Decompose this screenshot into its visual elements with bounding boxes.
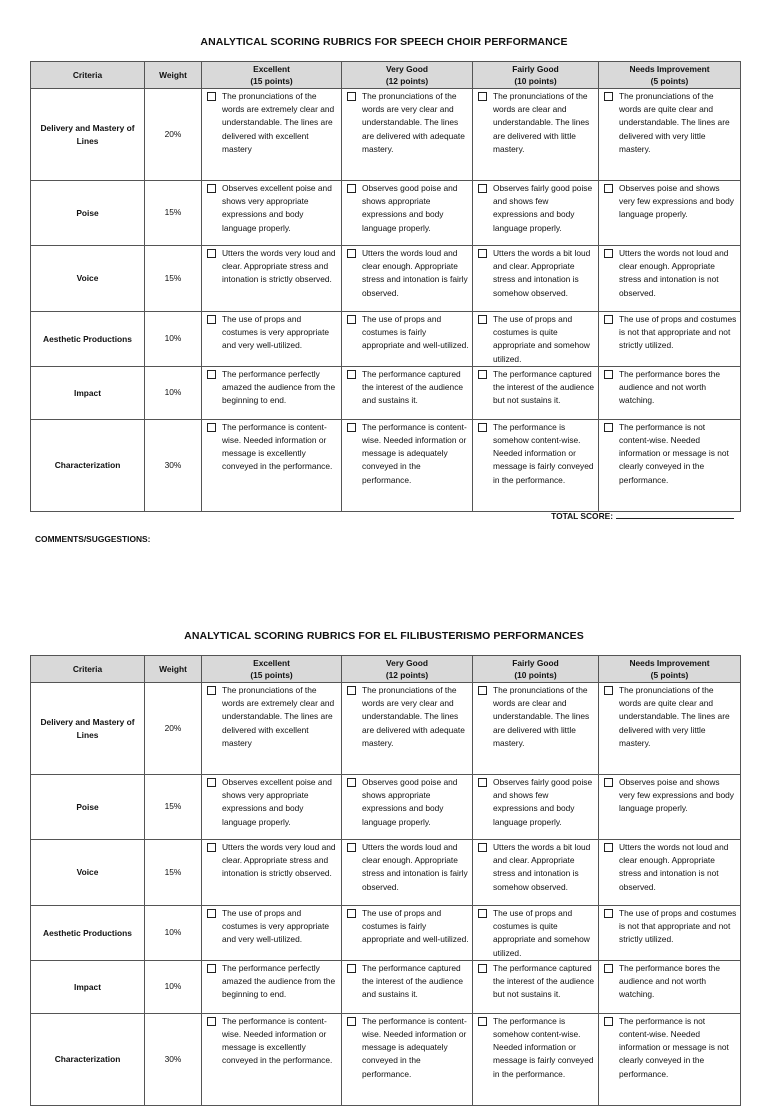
descriptor-cell-fairly-good bbox=[473, 89, 599, 181]
descriptor-cell-needs-improvement bbox=[599, 960, 741, 1013]
checkbox[interactable] bbox=[347, 370, 356, 379]
checkbox[interactable] bbox=[478, 370, 487, 379]
descriptor-cell-fairly-good bbox=[473, 683, 599, 775]
descriptor-text: The performance is not content-wise. Needed information or message is not clearly conveyed in the performance. bbox=[619, 1015, 729, 1079]
header-weight: Weight bbox=[145, 656, 202, 683]
descriptor-cell-needs-improvement bbox=[599, 419, 741, 511]
header-needs-improvement: Needs Improvement (5 points) bbox=[599, 656, 741, 683]
checkbox[interactable] bbox=[207, 964, 216, 973]
criteria-cell: Poise bbox=[31, 181, 145, 246]
checkbox[interactable] bbox=[478, 249, 487, 258]
descriptor-cell-very-good bbox=[342, 775, 473, 840]
weight-cell: 10% bbox=[145, 960, 202, 1013]
descriptor-cell-fairly-good bbox=[473, 366, 599, 419]
descriptor-text: The use of props and costumes is fairly appropriate and well-utilized. bbox=[362, 314, 469, 351]
descriptor-cell-excellent bbox=[202, 419, 342, 511]
descriptor-cell-very-good bbox=[342, 906, 473, 961]
criteria-cell: Voice bbox=[31, 840, 145, 906]
descriptor-text: The use of props and costumes is fairly appropriate and well-utilized. bbox=[362, 908, 469, 945]
checkbox[interactable] bbox=[207, 423, 216, 432]
checkbox[interactable] bbox=[478, 909, 487, 918]
checkbox[interactable] bbox=[207, 843, 216, 852]
rubric-table-speech-choir bbox=[30, 61, 741, 512]
checkbox[interactable] bbox=[604, 92, 613, 101]
header-criteria: Criteria bbox=[31, 656, 145, 683]
rubric-row bbox=[31, 181, 741, 246]
checkbox[interactable] bbox=[604, 370, 613, 379]
descriptor-text: The use of props and costumes is not that appropriate and not strictly utilized. bbox=[619, 908, 737, 945]
rubric-row bbox=[31, 775, 741, 840]
descriptor-text: Observes fairly good poise and shows few expressions and body language properly. bbox=[493, 183, 593, 233]
descriptor-cell-excellent bbox=[202, 906, 342, 961]
checkbox[interactable] bbox=[347, 249, 356, 258]
rubric-title-el-filibusterismo: ANALYTICAL SCORING RUBRICS FOR EL FILIBUSTERISMO PERFORMANCES bbox=[184, 630, 584, 642]
weight-cell: 15% bbox=[145, 181, 202, 246]
descriptor-text: The performance bores the audience and not worth watching. bbox=[619, 368, 721, 406]
descriptor-text: Observes excellent poise and shows very appropriate expressions and body language properly. bbox=[222, 777, 332, 827]
checkbox[interactable] bbox=[347, 778, 356, 787]
descriptor-cell-fairly-good bbox=[473, 246, 599, 312]
descriptor-text: Observes fairly good poise and shows few expressions and body language properly. bbox=[493, 777, 593, 827]
descriptor-text: The performance perfectly amazed the audience from the beginning to end. bbox=[222, 368, 336, 406]
criteria-cell: Aesthetic Productions bbox=[31, 312, 145, 367]
descriptor-cell-very-good bbox=[342, 312, 473, 367]
checkbox[interactable] bbox=[604, 843, 613, 852]
checkbox[interactable] bbox=[478, 184, 487, 193]
descriptor-cell-fairly-good bbox=[473, 312, 599, 367]
descriptor-text: Utters the words a bit loud and clear. Appropriate stress and intonation is somehow observed. bbox=[493, 842, 591, 892]
descriptor-cell-fairly-good bbox=[473, 419, 599, 511]
header-fairly-good: Fairly Good (10 points) bbox=[473, 62, 599, 89]
checkbox[interactable] bbox=[207, 909, 216, 918]
checkbox[interactable] bbox=[347, 184, 356, 193]
weight-cell: 30% bbox=[145, 419, 202, 511]
descriptor-text: Utters the words not loud and clear enough. Appropriate stress and intonation is not observed. bbox=[619, 842, 729, 892]
criteria-cell: Impact bbox=[31, 366, 145, 419]
descriptor-text: The performance captured the interest of the audience but not sustains it. bbox=[493, 962, 595, 1000]
checkbox[interactable] bbox=[207, 184, 216, 193]
descriptor-text: The performance is somehow content-wise. Needed information or message is fairly conveyed in the performance. bbox=[493, 421, 594, 485]
rubric-title-speech-choir: ANALYTICAL SCORING RUBRICS FOR SPEECH CHOIR PERFORMANCE bbox=[200, 36, 568, 48]
checkbox[interactable] bbox=[347, 909, 356, 918]
criteria-cell: Delivery and Mastery of Lines bbox=[31, 683, 145, 775]
descriptor-text: The use of props and costumes is very appropriate and very well-utilized. bbox=[222, 314, 330, 351]
checkbox[interactable] bbox=[207, 315, 216, 324]
descriptor-cell-excellent bbox=[202, 312, 342, 367]
weight-cell: 10% bbox=[145, 366, 202, 419]
descriptor-cell-needs-improvement bbox=[599, 312, 741, 367]
criteria-cell: Characterization bbox=[31, 419, 145, 511]
checkbox[interactable] bbox=[207, 249, 216, 258]
descriptor-text: Utters the words very loud and clear. Appropriate stress and intonation is strictly observed. bbox=[222, 842, 336, 879]
checkbox[interactable] bbox=[347, 686, 356, 695]
checkbox[interactable] bbox=[478, 1017, 487, 1026]
descriptor-cell-excellent bbox=[202, 181, 342, 246]
descriptor-cell-fairly-good bbox=[473, 906, 599, 961]
criteria-cell: Characterization bbox=[31, 1013, 145, 1105]
descriptor-cell-fairly-good bbox=[473, 775, 599, 840]
rubric-table-el-filibusterismo bbox=[30, 655, 741, 1106]
descriptor-text: Utters the words loud and clear enough. Appropriate stress and intonation is fairly observed. bbox=[362, 842, 468, 892]
descriptor-cell-excellent bbox=[202, 89, 342, 181]
descriptor-text: Observes good poise and shows appropriate expressions and body language properly. bbox=[362, 777, 458, 827]
checkbox[interactable] bbox=[478, 92, 487, 101]
checkbox[interactable] bbox=[604, 423, 613, 432]
rubric-row bbox=[31, 683, 741, 775]
descriptor-cell-fairly-good bbox=[473, 1013, 599, 1105]
descriptor-text: The performance captured the interest of the audience and sustains it. bbox=[362, 962, 464, 1000]
descriptor-cell-fairly-good bbox=[473, 840, 599, 906]
descriptor-text: The pronunciations of the words are clear and understandable. The lines are delivered with little mastery. bbox=[493, 685, 590, 748]
descriptor-text: The performance captured the interest of the audience but not sustains it. bbox=[493, 368, 595, 406]
header-needs-improvement: Needs Improvement (5 points) bbox=[599, 62, 741, 89]
checkbox[interactable] bbox=[604, 184, 613, 193]
descriptor-cell-very-good bbox=[342, 181, 473, 246]
checkbox[interactable] bbox=[207, 1017, 216, 1026]
descriptor-cell-needs-improvement bbox=[599, 181, 741, 246]
weight-cell: 20% bbox=[145, 683, 202, 775]
descriptor-cell-very-good bbox=[342, 683, 473, 775]
descriptor-cell-very-good bbox=[342, 366, 473, 419]
weight-cell: 10% bbox=[145, 312, 202, 367]
descriptor-cell-excellent bbox=[202, 1013, 342, 1105]
criteria-cell: Impact bbox=[31, 960, 145, 1013]
checkbox[interactable] bbox=[207, 686, 216, 695]
rubric-row bbox=[31, 840, 741, 906]
descriptor-text: Observes good poise and shows appropriate expressions and body language properly. bbox=[362, 183, 458, 233]
descriptor-cell-needs-improvement bbox=[599, 775, 741, 840]
checkbox[interactable] bbox=[604, 909, 613, 918]
descriptor-text: Observes excellent poise and shows very appropriate expressions and body language properly. bbox=[222, 183, 332, 233]
descriptor-cell-very-good bbox=[342, 840, 473, 906]
descriptor-cell-excellent bbox=[202, 683, 342, 775]
checkbox[interactable] bbox=[347, 964, 356, 973]
descriptor-text: The performance perfectly amazed the audience from the beginning to end. bbox=[222, 962, 336, 1000]
checkbox[interactable] bbox=[347, 423, 356, 432]
rubric-row bbox=[31, 1013, 741, 1105]
descriptor-text: The pronunciations of the words are extremely clear and understandable. The lines are delivered with excellent mastery bbox=[222, 91, 335, 154]
header-row bbox=[31, 656, 741, 683]
descriptor-text: The performance captured the interest of the audience and sustains it. bbox=[362, 368, 464, 406]
descriptor-cell-very-good bbox=[342, 960, 473, 1013]
checkbox[interactable] bbox=[604, 315, 613, 324]
weight-cell: 15% bbox=[145, 840, 202, 906]
descriptor-cell-needs-improvement bbox=[599, 246, 741, 312]
criteria-cell: Aesthetic Productions bbox=[31, 906, 145, 961]
header-weight: Weight bbox=[145, 62, 202, 89]
header-fairly-good: Fairly Good (10 points) bbox=[473, 656, 599, 683]
checkbox[interactable] bbox=[604, 1017, 613, 1026]
descriptor-text: The pronunciations of the words are very clear and understandable. The lines are delivered with adequate mastery. bbox=[362, 685, 465, 748]
checkbox[interactable] bbox=[604, 778, 613, 787]
descriptor-text: The performance is somehow content-wise. Needed information or message is fairly conveyed in the performance. bbox=[493, 1015, 594, 1079]
criteria-cell: Poise bbox=[31, 775, 145, 840]
descriptor-text: The use of props and costumes is quite appropriate and somehow utilized. bbox=[493, 908, 590, 958]
descriptor-cell-needs-improvement bbox=[599, 366, 741, 419]
descriptor-text: The performance is content-wise. Needed information or message is excellently conveyed in the performance. bbox=[222, 421, 333, 472]
comments-suggestions-label: COMMENTS/SUGGESTIONS: bbox=[35, 534, 151, 544]
checkbox[interactable] bbox=[207, 92, 216, 101]
checkbox[interactable] bbox=[347, 92, 356, 101]
descriptor-cell-fairly-good bbox=[473, 181, 599, 246]
descriptor-cell-fairly-good bbox=[473, 960, 599, 1013]
criteria-cell: Delivery and Mastery of Lines bbox=[31, 89, 145, 181]
descriptor-text: Utters the words not loud and clear enough. Appropriate stress and intonation is not observed. bbox=[619, 248, 729, 298]
descriptor-text: The performance is content-wise. Needed information or message is adequately conveyed in the performance. bbox=[362, 421, 467, 485]
descriptor-text: The performance bores the audience and not worth watching. bbox=[619, 962, 721, 1000]
weight-cell: 30% bbox=[145, 1013, 202, 1105]
descriptor-cell-excellent bbox=[202, 366, 342, 419]
descriptor-text: The pronunciations of the words are extremely clear and understandable. The lines are delivered with excellent mastery bbox=[222, 685, 335, 748]
checkbox[interactable] bbox=[478, 843, 487, 852]
descriptor-text: The use of props and costumes is quite appropriate and somehow utilized. bbox=[493, 314, 590, 364]
descriptor-cell-excellent bbox=[202, 840, 342, 906]
descriptor-cell-needs-improvement bbox=[599, 840, 741, 906]
criteria-cell: Voice bbox=[31, 246, 145, 312]
descriptor-text: The use of props and costumes is very appropriate and very well-utilized. bbox=[222, 908, 330, 945]
descriptor-text: The pronunciations of the words are quite clear and understandable. The lines are delivered with very little mastery. bbox=[619, 91, 730, 154]
descriptor-text: The performance is not content-wise. Needed information or message is not clearly conveyed in the performance. bbox=[619, 421, 729, 485]
checkbox[interactable] bbox=[478, 423, 487, 432]
descriptor-cell-very-good bbox=[342, 89, 473, 181]
checkbox[interactable] bbox=[347, 315, 356, 324]
descriptor-cell-very-good bbox=[342, 246, 473, 312]
rubric-row bbox=[31, 906, 741, 961]
rubric-row bbox=[31, 246, 741, 312]
checkbox[interactable] bbox=[604, 964, 613, 973]
descriptor-text: The use of props and costumes is not that appropriate and not strictly utilized. bbox=[619, 314, 737, 351]
descriptor-cell-excellent bbox=[202, 246, 342, 312]
header-row bbox=[31, 62, 741, 89]
checkbox[interactable] bbox=[347, 843, 356, 852]
descriptor-text: The performance is content-wise. Needed information or message is excellently conveyed in the performance. bbox=[222, 1015, 333, 1066]
checkbox[interactable] bbox=[347, 1017, 356, 1026]
header-criteria: Criteria bbox=[31, 62, 145, 89]
rubric-row bbox=[31, 366, 741, 419]
descriptor-text: The pronunciations of the words are quite clear and understandable. The lines are delivered with very little mastery. bbox=[619, 685, 730, 748]
rubric-row bbox=[31, 960, 741, 1013]
checkbox[interactable] bbox=[207, 778, 216, 787]
descriptor-cell-excellent bbox=[202, 775, 342, 840]
checkbox[interactable] bbox=[478, 964, 487, 973]
rubric-row bbox=[31, 419, 741, 511]
descriptor-cell-excellent bbox=[202, 960, 342, 1013]
checkbox[interactable] bbox=[478, 315, 487, 324]
descriptor-text: Utters the words a bit loud and clear. Appropriate stress and intonation is somehow observed. bbox=[493, 248, 591, 298]
weight-cell: 15% bbox=[145, 775, 202, 840]
header-excellent: Excellent (15 points) bbox=[202, 62, 342, 89]
total-score: TOTAL SCORE: bbox=[500, 510, 734, 521]
descriptor-text: The pronunciations of the words are very clear and understandable. The lines are delivered with adequate mastery. bbox=[362, 91, 465, 154]
rubric-row bbox=[31, 312, 741, 367]
total-score-line[interactable] bbox=[616, 510, 734, 519]
descriptor-cell-very-good bbox=[342, 419, 473, 511]
weight-cell: 20% bbox=[145, 89, 202, 181]
checkbox[interactable] bbox=[478, 686, 487, 695]
header-very-good: Very Good (12 points) bbox=[342, 656, 473, 683]
descriptor-text: Observes poise and shows very few expressions and body language properly. bbox=[619, 777, 734, 814]
descriptor-cell-needs-improvement bbox=[599, 1013, 741, 1105]
header-very-good: Very Good (12 points) bbox=[342, 62, 473, 89]
descriptor-cell-needs-improvement bbox=[599, 683, 741, 775]
descriptor-text: The pronunciations of the words are clear and understandable. The lines are delivered with little mastery. bbox=[493, 91, 590, 154]
weight-cell: 10% bbox=[145, 906, 202, 961]
rubric-row bbox=[31, 89, 741, 181]
descriptor-text: Utters the words very loud and clear. Appropriate stress and intonation is strictly observed. bbox=[222, 248, 336, 285]
checkbox[interactable] bbox=[604, 249, 613, 258]
descriptor-text: The performance is content-wise. Needed information or message is adequately conveyed in the performance. bbox=[362, 1015, 467, 1079]
header-excellent: Excellent (15 points) bbox=[202, 656, 342, 683]
descriptor-cell-needs-improvement bbox=[599, 89, 741, 181]
descriptor-cell-needs-improvement bbox=[599, 906, 741, 961]
descriptor-text: Observes poise and shows very few expressions and body language properly. bbox=[619, 183, 734, 220]
checkbox[interactable] bbox=[478, 778, 487, 787]
checkbox[interactable] bbox=[207, 370, 216, 379]
descriptor-text: Utters the words loud and clear enough. Appropriate stress and intonation is fairly observed. bbox=[362, 248, 468, 298]
checkbox[interactable] bbox=[604, 686, 613, 695]
weight-cell: 15% bbox=[145, 246, 202, 312]
descriptor-cell-very-good bbox=[342, 1013, 473, 1105]
